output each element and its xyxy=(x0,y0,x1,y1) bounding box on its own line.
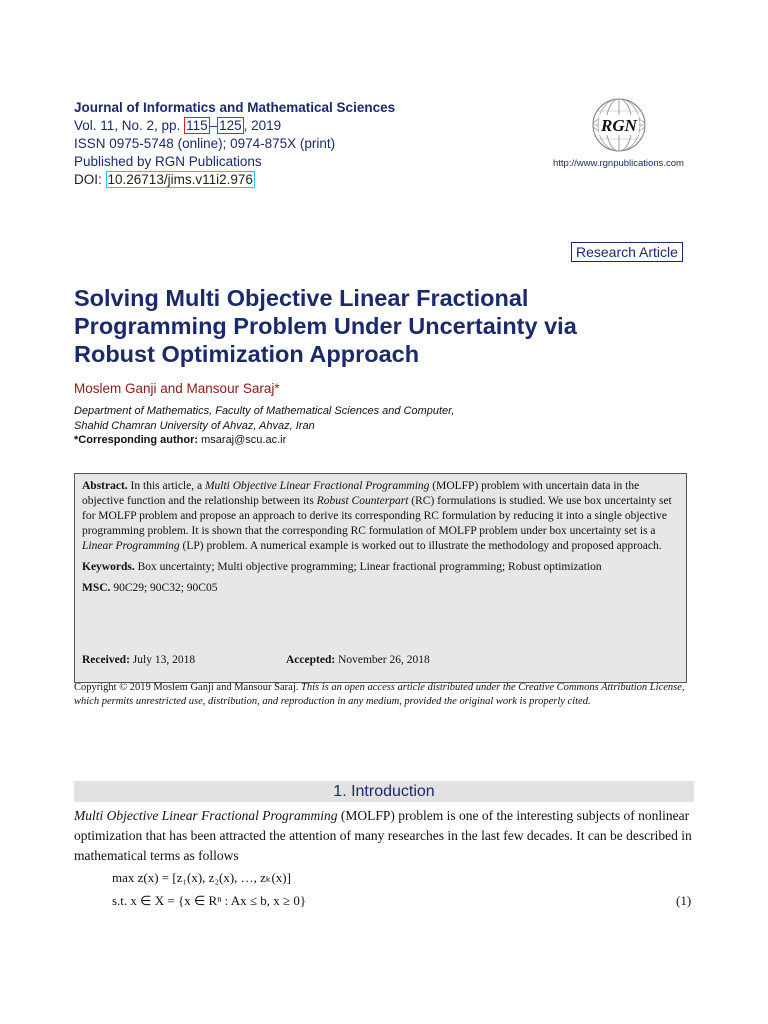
logo-text: RGN xyxy=(601,116,637,135)
rgn-logo xyxy=(590,96,648,154)
page-start-link[interactable]: 115 xyxy=(186,118,208,133)
doi-label: DOI: xyxy=(74,172,106,187)
accepted xyxy=(286,653,430,668)
volume-year: , 2019 xyxy=(243,118,282,133)
journal-header xyxy=(74,99,395,189)
paper-title: Solving Multi Objective Linear Fractional Programming Problem Under Uncertainty via Robust Optimization Approach xyxy=(74,285,577,367)
accepted-label: Accepted: xyxy=(286,654,336,666)
affiliation-line-1: Department of Mathematics, Faculty of Mathematical Sciences and Computer, xyxy=(74,405,455,417)
abstract-text-4: (LP) problem. A numerical example is worked out to illustrate the methodology and proposed approach. xyxy=(179,540,662,552)
page-dash: – xyxy=(209,118,218,133)
abstract-label: Abstract. xyxy=(82,480,128,492)
received-date: July 13, 2018 xyxy=(132,654,196,666)
corresponding-email[interactable]: msaraj@scu.ac.ir xyxy=(201,434,287,446)
dates-row xyxy=(82,653,682,668)
msc xyxy=(82,581,678,596)
received-label: Received: xyxy=(82,654,130,666)
authors: Moslem Ganji and Mansour Saraj* xyxy=(74,381,280,396)
abstract-text-1: In this article, a xyxy=(130,480,205,492)
page-end-link[interactable]: 125 xyxy=(219,118,242,133)
affiliation-line-2: Shahid Chamran University of Ahvaz, Ahvaz, Iran xyxy=(74,419,315,432)
section-heading: 1. Introduction xyxy=(74,781,694,802)
corresponding-label: *Corresponding author: xyxy=(74,434,199,446)
copyright-notice xyxy=(74,681,696,709)
corresponding-author xyxy=(74,434,286,446)
accepted-date: November 26, 2018 xyxy=(338,654,430,666)
copyright-license: This is an open access article distributed under the Creative Commons Attribution License, which permits unrestricted use, distribution, and reproduction in any medium, provided the original work is properly cited. xyxy=(74,682,685,707)
intro-text: (MOLFP) problem is one of the interesting subjects of nonlinear optimization that has been attracted the attention of many researches in the last few decades. It can be described in mathematical terms as follows xyxy=(74,808,692,863)
abstract-text-2: (MOLFP) problem with uncertain data in the objective function and the relationship between its xyxy=(82,480,640,507)
abstract-italic-3: Linear Programming xyxy=(82,540,180,552)
keywords xyxy=(82,560,678,575)
article-type-badge: Research Article xyxy=(571,242,683,262)
intro-paragraph xyxy=(74,806,696,866)
doi-link[interactable]: 10.26713/jims.v11i2.976 xyxy=(107,172,253,187)
issn-line: ISSN 0975-5748 (online); 0974-875X (print) xyxy=(74,136,336,151)
intro-italic: Multi Objective Linear Fractional Programming xyxy=(74,808,338,823)
doi-line xyxy=(74,171,395,189)
site-url-link[interactable]: http://www.rgnpublications.com xyxy=(553,158,684,169)
journal-name: Journal of Informatics and Mathematical Sciences xyxy=(74,100,396,115)
abstract-paragraph xyxy=(82,479,678,554)
abstract-text-3: (RC) formulations is studied. We use box uncertainty set for MOLFP problem and propose an approach to derive its corresponding RC formulation by reducing it into a single objective programming problem. It is shown that the corresponding RC formulation of MOLFP problem under box uncertainty set is a xyxy=(82,495,672,537)
affiliation xyxy=(74,404,454,433)
abstract-italic-1: Multi Objective Linear Fractional Programming xyxy=(204,480,430,492)
received xyxy=(82,654,195,666)
equation-line-2: s.t. x ∈ X = {x ∈ Rⁿ : Ax ≤ b, x ≥ 0} xyxy=(112,893,307,908)
keywords-text: Box uncertainty; Multi objective programming; Linear fractional programming; Robust optimization xyxy=(137,561,602,573)
globe-icon xyxy=(590,96,648,154)
abstract-box xyxy=(74,473,687,683)
equation-number: (1) xyxy=(676,893,692,908)
volume-line xyxy=(74,117,395,135)
msc-label: MSC. xyxy=(82,582,111,594)
equation-line-1: max z(x) = [z₁(x), z₂(x), …, zₖ(x)] xyxy=(112,870,291,885)
volume-prefix: Vol. 11, No. 2, pp. xyxy=(74,118,185,133)
abstract-italic-2: Robust Counterpart xyxy=(316,495,409,507)
msc-text: 90C29; 90C32; 90C05 xyxy=(113,582,218,594)
publisher-line: Published by RGN Publications xyxy=(74,154,262,169)
copyright-text: Copyright © 2019 Moslem Ganji and Mansour Saraj. xyxy=(74,682,301,693)
keywords-label: Keywords. xyxy=(82,561,135,573)
